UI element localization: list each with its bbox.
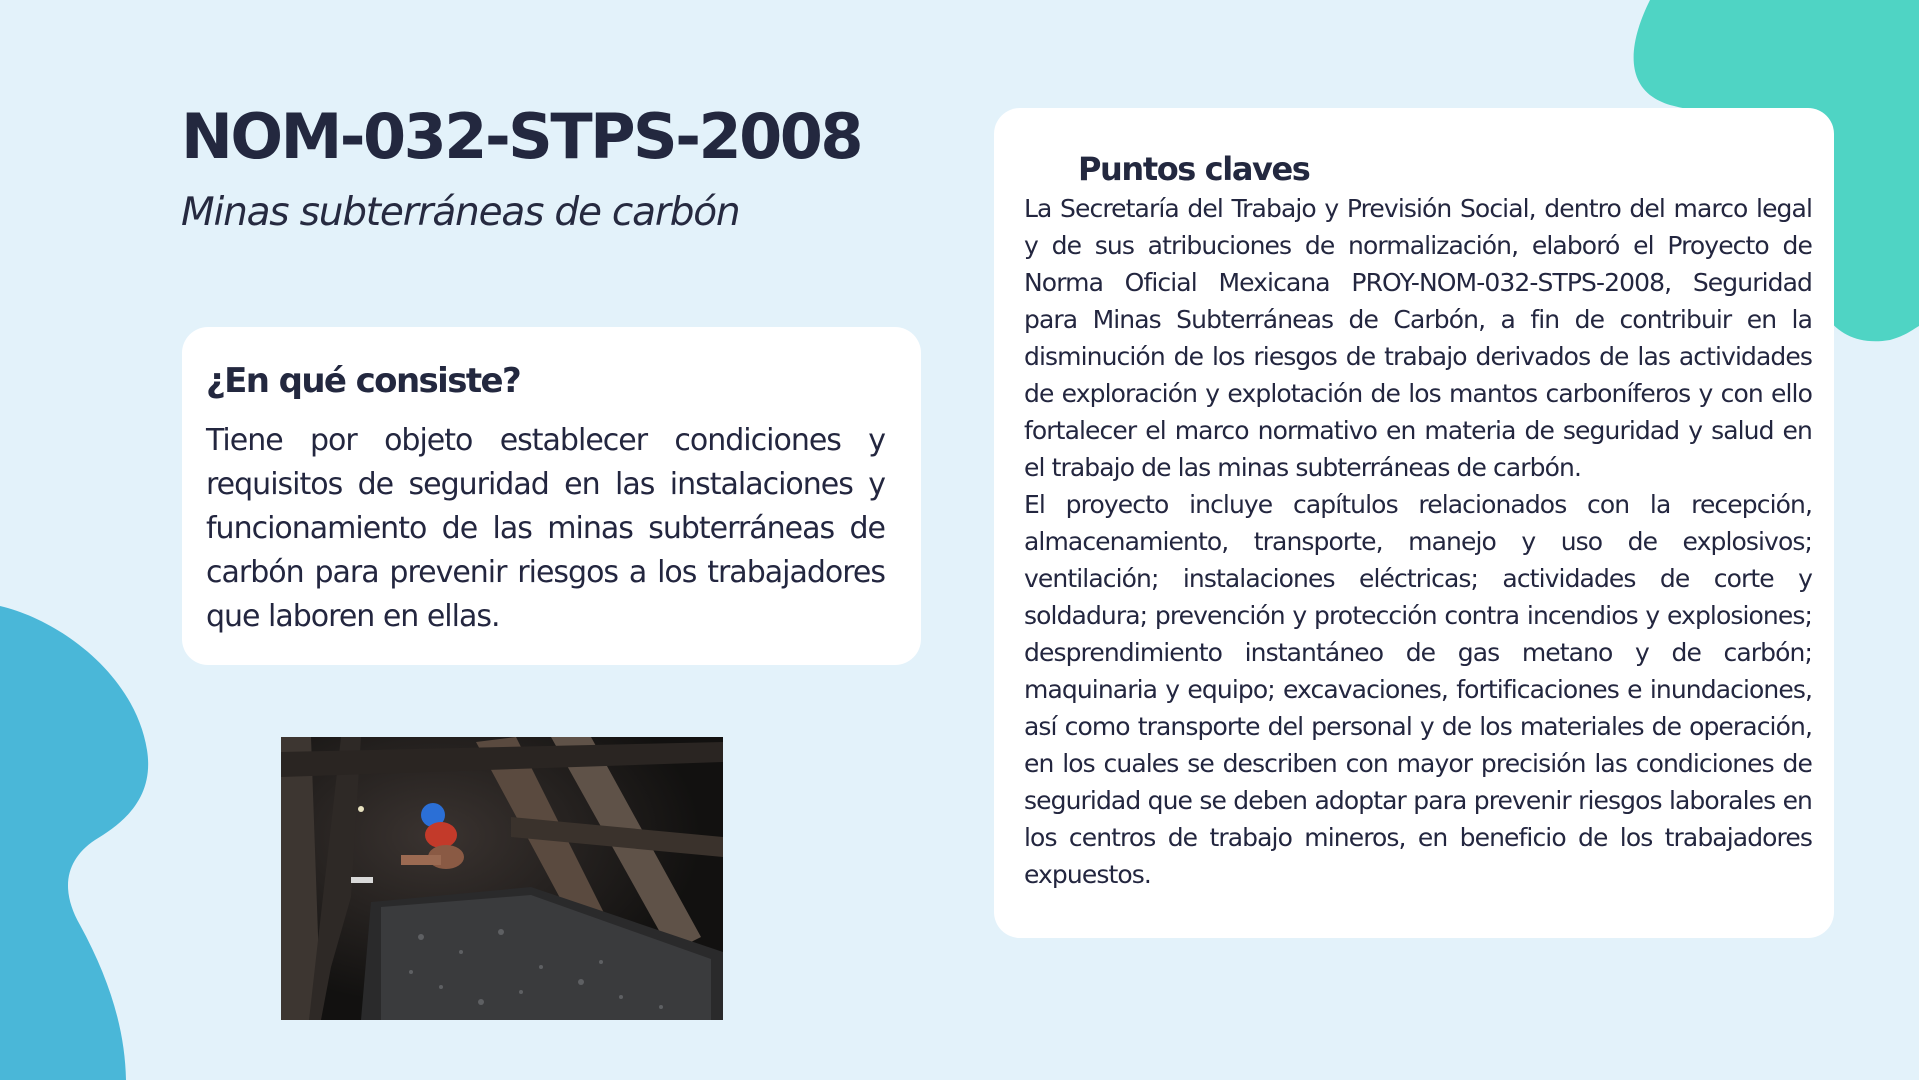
decorative-blob-blue: [0, 600, 160, 1080]
miner-image-icon: [281, 737, 723, 1020]
key-points-heading: Puntos claves: [1078, 150, 1310, 188]
slide-title: NOM-032-STPS-2008: [181, 100, 862, 173]
slide-subtitle: Minas subterráneas de carbón: [181, 190, 740, 235]
key-points-paragraph-2: El proyecto incluye capítulos relacionados con la recepción, almacenamiento, transporte, manejo y uso de explosivos; ventilación; instalaciones eléctricas; actividades de corte y soldadura; prevención y protección contra incendios y explosiones; desprendimiento instantáneo de gas metano y de carbón; maquinaria y equipo; excavaciones, fortificaciones e inundaciones, así como transporte del personal y de los materiales de operación, en los cuales se describen con mayor precisión las condiciones de seguridad que se deben adoptar para prevenir riesgos laborales en los centros de trabajo mineros, en beneficio de los trabajadores expuestos.: [1024, 490, 1812, 889]
what-is-it-body: Tiene por objeto establecer condiciones y requisitos de seguridad en las instalaciones y funcionamiento de las minas subterráneas de carbón para prevenir riesgos a los trabajadores que laboren en ellas.: [206, 423, 885, 634]
coal-mine-photo: [281, 737, 723, 1020]
key-points-card: [994, 108, 1834, 938]
key-points-paragraph-1: La Secretaría del Trabajo y Previsión Social, dentro del marco legal y de sus atribuciones de normalización, elaboró el Proyecto de Norma Oficial Mexicana PROY-NOM-032-STPS-2008, Seguridad para Minas Subterráneas de Carbón, a fin de contribuir en la disminución de los riesgos de trabajo derivados de las actividades de exploración y explotación de los mantos carboníferos y con ello fortalecer el marco normativo en materia de seguridad y salud en el trabajo de las minas subterráneas de carbón.: [1024, 194, 1812, 482]
what-is-it-card: [182, 327, 921, 665]
what-is-it-heading: ¿En qué consiste?: [206, 361, 521, 401]
